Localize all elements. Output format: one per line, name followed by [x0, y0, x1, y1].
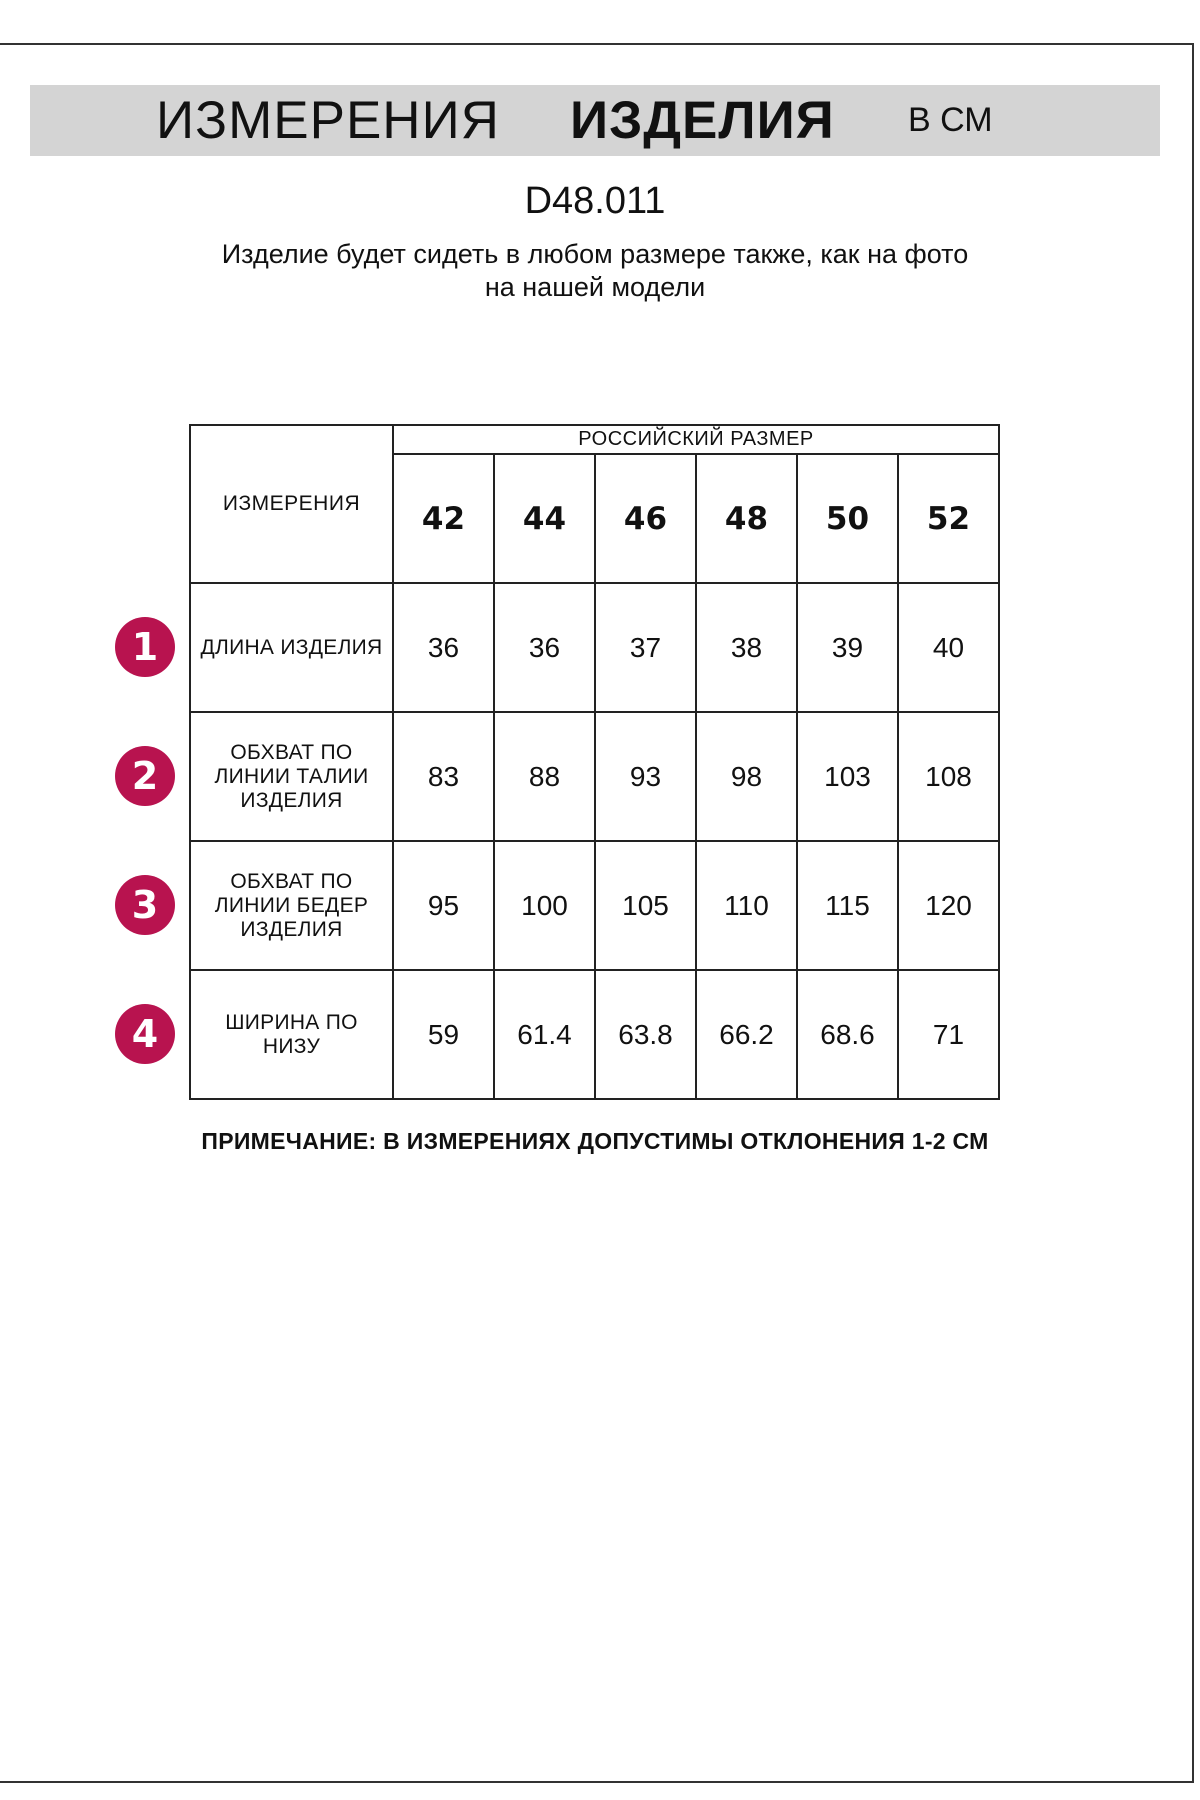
size-header: 46	[595, 454, 696, 583]
article-number: D48.011	[524, 180, 666, 222]
size-table	[189, 424, 1000, 1100]
table-cell: 40	[898, 583, 999, 712]
table-cell: 71	[898, 970, 999, 1099]
row-label-length	[190, 583, 393, 712]
row-label-line: НИЗУ	[262, 1034, 321, 1058]
row-label-line: ДЛИНА ИЗДЕЛИЯ	[200, 635, 383, 659]
number-badge-1: 1	[115, 617, 175, 677]
header-title: ИЗМЕРЕНИЯ	[156, 91, 500, 150]
table-cell: 103	[797, 712, 898, 841]
table-cell: 98	[696, 712, 797, 841]
table-cell: 59	[393, 970, 494, 1099]
row-label-line: ОБХВАТ ПО	[230, 869, 353, 893]
table-cell: 68.6	[797, 970, 898, 1099]
fit-note-line-1: Изделие будет сидеть в любом размере также, как на фото	[221, 239, 969, 269]
size-header: 44	[494, 454, 595, 583]
size-header: 48	[696, 454, 797, 583]
table-cell: 83	[393, 712, 494, 841]
row-label-line: ШИРИНА ПО	[225, 1010, 358, 1034]
table-cell: 36	[393, 583, 494, 712]
table-cell: 63.8	[595, 970, 696, 1099]
table-cell: 66.2	[696, 970, 797, 1099]
row-label-line: ИЗДЕЛИЯ	[240, 788, 343, 812]
table-cell: 88	[494, 712, 595, 841]
row-label-hips	[190, 841, 393, 970]
table-header-row	[190, 425, 999, 454]
table-row	[190, 970, 999, 1099]
tolerance-note: ПРИМЕЧАНИЕ: В ИЗМЕРЕНИЯХ ДОПУСТИМЫ ОТКЛОНЕНИЯ 1-2 СМ	[201, 1128, 989, 1154]
header-unit: В СМ	[908, 101, 993, 139]
size-header: 42	[393, 454, 494, 583]
table-cell: 36	[494, 583, 595, 712]
table-cell: 39	[797, 583, 898, 712]
size-header: 52	[898, 454, 999, 583]
table-row	[190, 712, 999, 841]
table-row	[190, 841, 999, 970]
table-cell: 108	[898, 712, 999, 841]
table-cell: 120	[898, 841, 999, 970]
measurements-header: ИЗМЕРЕНИЯ	[190, 425, 393, 583]
table-cell: 95	[393, 841, 494, 970]
row-label-waist	[190, 712, 393, 841]
fit-note	[0, 238, 1190, 304]
row-label-line: ЛИНИИ БЕДЕР	[214, 893, 369, 917]
table-cell: 61.4	[494, 970, 595, 1099]
table-cell: 100	[494, 841, 595, 970]
number-badge-3: 3	[115, 875, 175, 935]
size-system-header: РОССИЙСКИЙ РАЗМЕР	[393, 425, 999, 454]
row-label-hem-width	[190, 970, 393, 1099]
number-badge-4: 4	[115, 1004, 175, 1064]
table-cell: 37	[595, 583, 696, 712]
number-badge-2: 2	[115, 746, 175, 806]
row-label-line: ЛИНИИ ТАЛИИ	[214, 764, 369, 788]
row-label-line: ОБХВАТ ПО	[230, 740, 353, 764]
size-header: 50	[797, 454, 898, 583]
header-title-bold: ИЗДЕЛИЯ	[570, 91, 835, 150]
row-label-line: ИЗДЕЛИЯ	[240, 917, 343, 941]
table-cell: 105	[595, 841, 696, 970]
fit-note-line-2: на нашей модели	[484, 272, 706, 302]
table-cell: 110	[696, 841, 797, 970]
table-cell: 38	[696, 583, 797, 712]
table-cell: 115	[797, 841, 898, 970]
table-row	[190, 583, 999, 712]
table-cell: 93	[595, 712, 696, 841]
